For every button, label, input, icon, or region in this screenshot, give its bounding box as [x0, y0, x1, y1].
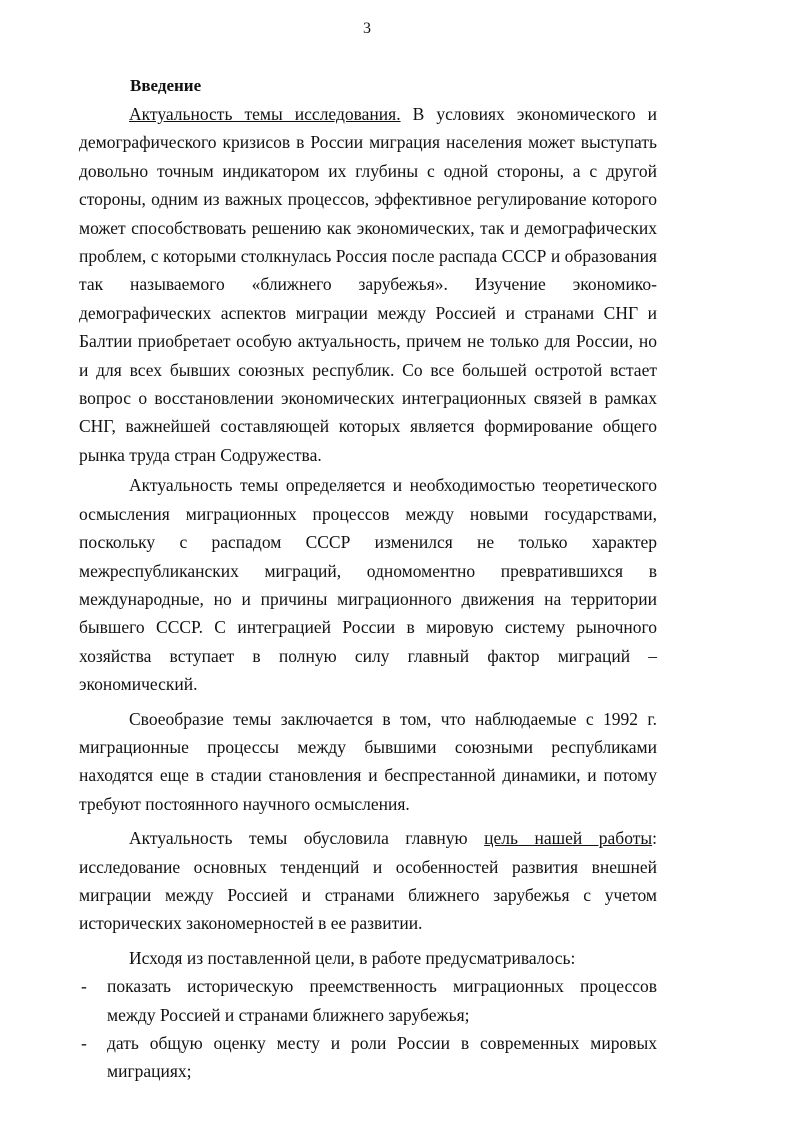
paragraph-theoretical: Актуальность темы определяется и необходимостью теоретического осмысления миграционных процессов между новыми государствами, поскольку с распадом СССР изменился не только характер межреспубликанских миграций, одномоментно превратившихся в международные, но и причины миграционного движения на территории бывшего СССР. С интеграцией России в мировую систему рыночного хозяйства вступает в полную силу главный фактор миграций – экономический. — [79, 475, 657, 695]
relevance-lead: Актуальность темы исследования. — [129, 104, 401, 124]
page-number: 3 — [363, 20, 371, 37]
list-item-text: показать историческую преемственность миграционных процессов между Россией и странами ближнего зарубежья; — [107, 976, 657, 1025]
list-item — [79, 1029, 657, 1086]
paragraph-goal — [79, 824, 657, 938]
paragraph-tasks-intro: Исходя из поставленной цели, в работе предусматривалось: — [129, 947, 576, 968]
list-item — [79, 972, 657, 1029]
goal-after: : исследование основных тенденций и особенностей развития внешней миграции между Россией и странами ближнего зарубежья с учетом исторических закономерностей в ее развитии. — [79, 828, 657, 934]
body-text — [79, 100, 657, 1086]
dash-marker: - — [81, 976, 87, 997]
goal-before: Актуальность темы обусловила главную — [129, 828, 485, 849]
section-heading: Введение — [130, 76, 202, 95]
goal-underlined: цель нашей работы — [484, 828, 653, 849]
list-item-text: дать общую оценку месту и роли России в современных мировых миграциях; — [107, 1033, 657, 1082]
paragraph-originality: Своеобразие темы заключается в том, что наблюдаемые с 1992 г. миграционные процессы между бывшими союзными республиками находятся еще в стадии становления и беспрестанной динамики, и потому требуют постоянного научного осмысления. — [79, 708, 657, 814]
dash-marker: - — [81, 1033, 87, 1053]
tasks-list — [79, 972, 657, 1086]
relevance-text: В условиях экономического и демографического кризисов в России миграция населения может выступать довольно точным индикатором их глубины с одной стороны, а с другой стороны, одним из важных процессов, эффективное регулирование которого может способствовать решению как экономических, так и демографических проблем, с которыми столкнулась Россия после распада СССР и образования так называемого «ближнего зарубежья». Изучение экономико-демографических аспектов миграции между Россией и странами СНГ и Балтии приобретает особую актуальность, причем не только для России, но и для всех бывших союзных республик. Со все большей остротой встает вопрос о восстановлении экономических интеграционных связей в рамках СНГ, важнейшей составляющей которых является формирование общего рынка труда стран Содружества. — [79, 104, 657, 465]
paragraph-relevance — [79, 100, 657, 469]
